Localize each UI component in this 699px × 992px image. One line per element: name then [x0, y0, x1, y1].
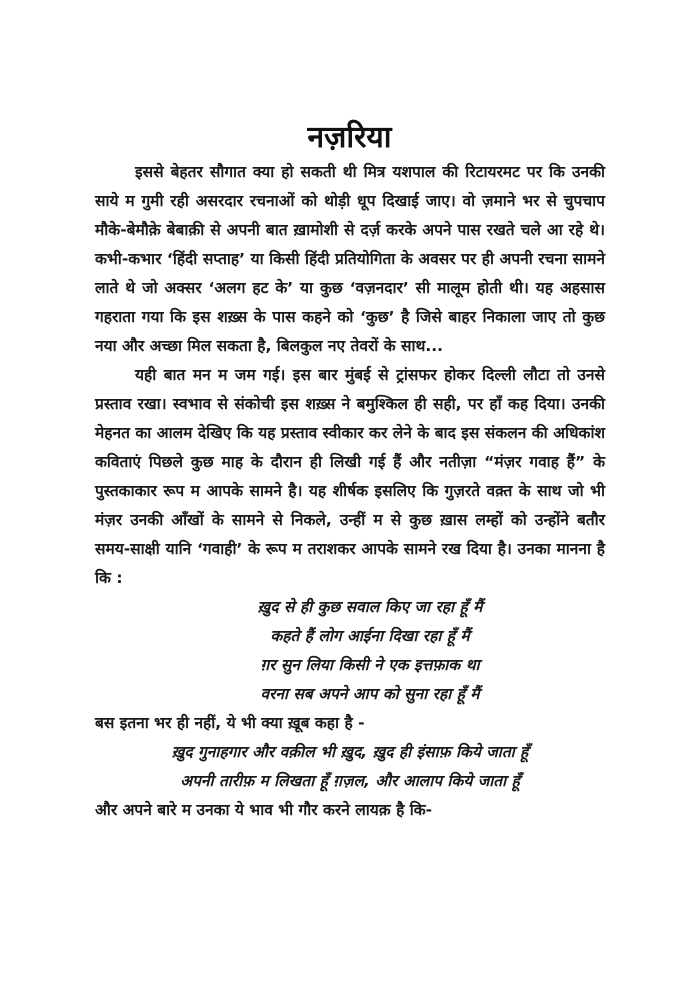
- couplet-1: [95, 593, 605, 709]
- paragraph-1: इससे बेहतर सौगात क्या हो सकती थी मित्र यशपाल की रिटायरमट पर कि उनकी साये म गुमी रही असरदार रचनाओं को थोड़ी धूप दिखाई जाए। वो ज़माने भर से चुपचाप मौके-बेमौक़े बेबाक़ी से अपनी बात ख़ामोशी से दर्ज़ करके अपने पास रखते चले आ रहे थे। कभी-कभार ‘हिंदी सप्ताह’ या किसी हिंदी प्रतियोगिता के अवसर पर ही अपनी रचना सामने लाते थे जो अक्सर ‘अलग हट के’ या कुछ ‘वज़नदार’ सी मालूम होती थी। यह अहसास गहराता गया कि इस शख़्स के पास कहने को ‘कुछ’ है जिसे बाहर निकाला जाए तो कुछ नया और अच्छा मिल सकता है, बिलकुल नए तेवरों के साथ...: [95, 163, 605, 355]
- paragraph-2: यही बात मन म जम गई। इस बार मुंबई से ट्रांसफर होकर दिल्ली लौटा तो उनसे प्रस्ताव रखा। स्वभाव से संकोची इस शख़्स ने बमुश्किल ही सही, पर हाँ कह दिया। उनकी मेहनत का आलम देखिए कि यह प्रस्ताव स्वीकार कर लेने के बाद इस संकलन की अधिकांश कविताएं पिछले कुछ माह के दौरान ही लिखी गई हैं और नतीज़ा “मंज़र गवाह हैं” के पुस्तकाकार रूप म आपके सामने है। यह शीर्षक इसलिए कि गुज़रते वक़्त के साथ जो भी मंज़र उनकी आँखों के सामने से निकले, उन्हीं म से कुछ ख़ास लम्हों को उन्होंने बतौर समय-साक्षी यानि ‘गवाही’ के रूप म तराशकर आपके सामने रख दिया है। उनका मानना है कि :: [95, 366, 605, 587]
- couplet-1-line-3: ग़र सुन लिया किसी ने एक इत्तफ़ाक था: [260, 656, 480, 674]
- page-title: नज़रिया: [307, 120, 392, 156]
- couplet-1-line-4: वरना सब अपने आप को सुना रहा हूँ मैं: [260, 685, 480, 703]
- body-text: [95, 158, 605, 825]
- couplet-1-line-1: ख़ुद से ही कुछ सवाल किए जा रहा हूँ मैं: [257, 598, 483, 616]
- couplet-1-line-2: कहते हैं लोग आईना दिखा रहा हूँ मैं: [270, 627, 470, 645]
- couplet-2-line-2: अपनी तारीफ़ म लिखता हूँ ग़ज़ल, और आलाप किये जाता हूँ: [180, 772, 520, 790]
- bridge-line: बस इतना भर ही नहीं, ये भी क्या ख़ूब कहा है -: [95, 714, 365, 732]
- couplet-2-line-1: ख़ुद गुनाहगार और वक़ील भी ख़ुद, ख़ुद ही इंसाफ़ किये जाता हूँ: [171, 743, 529, 761]
- couplet-2: [95, 738, 605, 796]
- closing-line: और अपने बारे म उनका ये भाव भी गौर करने लायक़ है कि-: [95, 801, 433, 819]
